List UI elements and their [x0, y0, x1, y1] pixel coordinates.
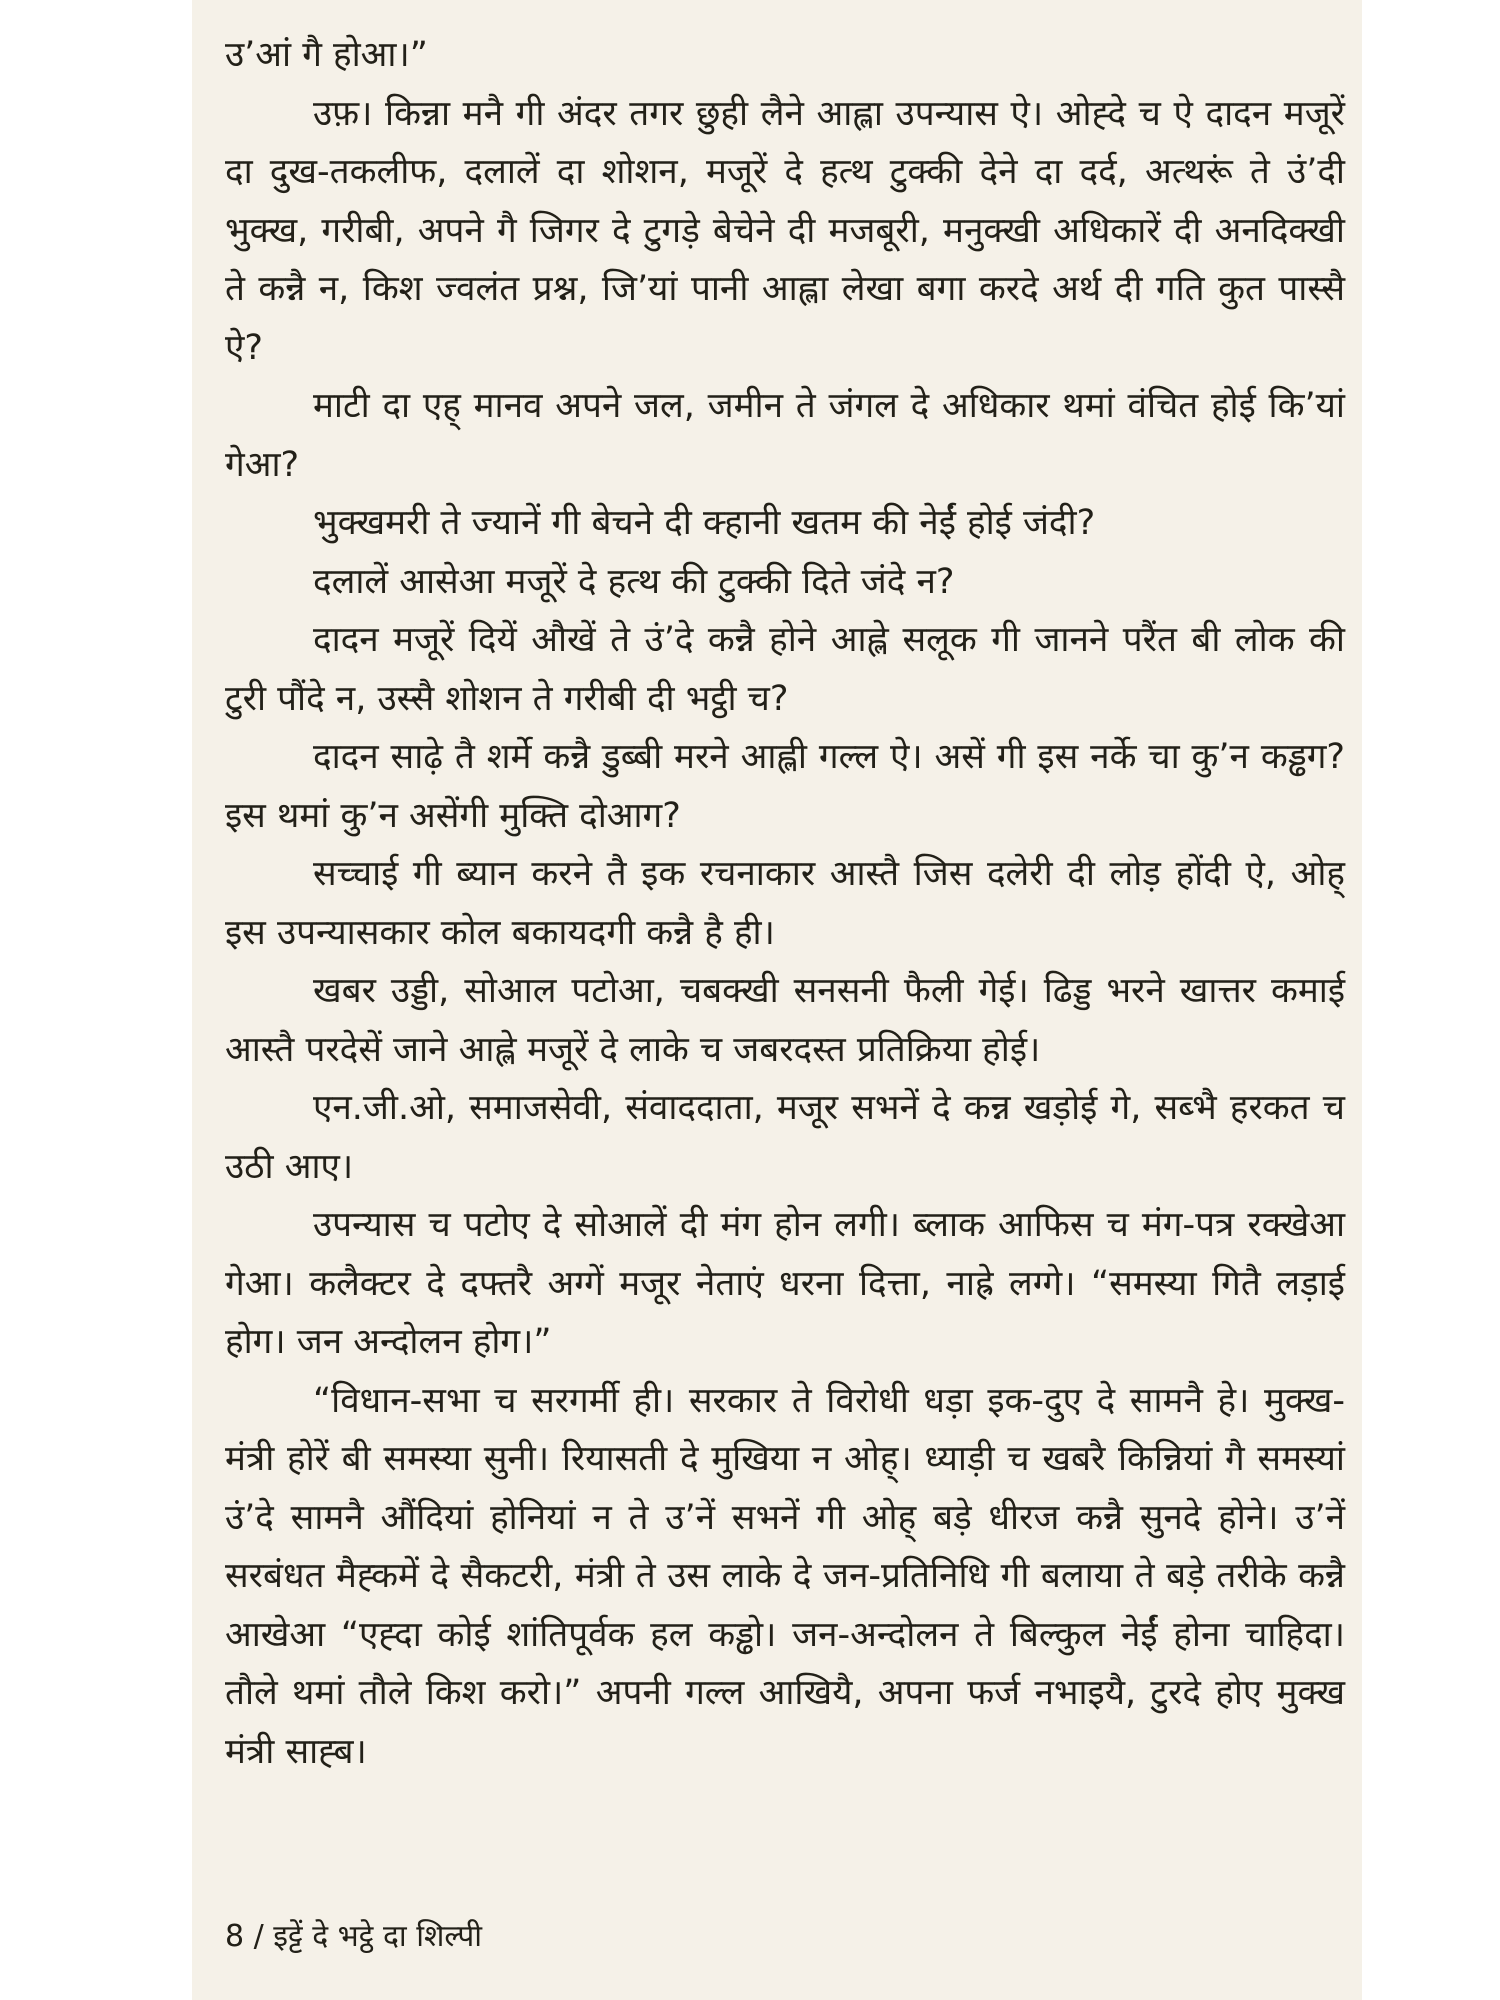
paragraph: दादन साढ़े तै शर्मे कन्नै डुब्बी मरने आह्ली गल्ल ऐ। असें गी इस नर्के चा कु’न कड्ढग? इस थमां कु’न असेंगी मुक्ति दोआग?	[225, 737, 1345, 836]
paragraph: दादन मजूरें दियें औखें ते उं’दे कन्नै होने आह्ले सलूक गी जानने परैंत बी लोक की टुरी पौंदे न, उस्सै शोशन ते गरीबी दी भट्ठी च?	[225, 620, 1345, 719]
paragraph: खबर उड्डी, सोआल पटोआ, चबक्खी सनसनी फैली गेई। ढिड्ड भरने खात्तर कमाई आस्तै परदेसें जाने आह्ले मजूरें दे लाके च जबरदस्त प्रतिक्रिया होई।	[225, 971, 1345, 1070]
paragraph: दलालें आसेआ मजूरें दे हत्थ की टुक्की दिते जंदे न?	[313, 561, 955, 602]
paragraph: भुक्खमरी ते ज्यानें गी बेचने दी क्हानी खतम की नेईं होई जंदी?	[313, 503, 1096, 543]
body-text	[225, 26, 1345, 1781]
paragraph: उफ़। किन्ना मनै गी अंदर तगर छुही लैने आह्ला उपन्यास ऐ। ओह्दे च ऐ दादन मजूरें दा दुख-तकलीफ, दलालें दा शोशन, मजूरें दे हत्थ टुक्की देने दा दर्द, अत्थरूं ते उं’दी भुक्ख, गरीबी, अपने गै जिगर दे टुगड़े बेचेने दी मजबूरी, मनुक्खी अधिकारें दी अनदिक्खी ते कन्नै न, किश ज्वलंत प्रश्न, जि’यां पानी आह्ला लेखा बगा करदे अर्थ दी गति कुत पास्सै ऐ?	[225, 93, 1345, 368]
paragraph: “विधान-सभा च सरगर्मी ही। सरकार ते विरोधी धड़ा इक-दुए दे सामनै हे। मुक्ख-मंत्री होरें बी समस्या सुनी। रियासती दे मुखिया न ओह्। ध्याड़ी च खबरै किन्नियां गै समस्यां उं’दे सामनै औंदियां होनियां न ते उ’नें सभनें गी ओह् बड़े धीरज कन्नै सुनदे होने। उ’नें सरबंधत मैह्कमें दे सैकटरी, मंत्री ते उस लाके दे जन-प्रतिनिधि गी बलाया ते बड़े तरीके कन्नै आखेआ “एह्दा कोई शांतिपूर्वक हल कड्ढो। जन-अन्दोलन ते बिल्कुल नेईं होना चाहिदा। तौले थमां तौले किश करो।” अपनी गल्ल आखियै, अपना फर्ज नभाइयै, टुरदे होए मुक्ख मंत्री साह्ब।	[225, 1380, 1345, 1772]
paragraph-continuation: उ’आं गै होआ।”	[225, 35, 428, 75]
paragraph: उपन्यास च पटोए दे सोआलें दी मंग होन लगी। ब्लाक आफिस च मंग-पत्र रक्खेआ गेआ। कलैक्टर दे दफ्तरै अग्गें मजूर नेताएं धरना दित्ता, नाह्रे लग्गे। “समस्या गितै लड़ाई होग। जन अन्दोलन होग।”	[225, 1205, 1345, 1362]
paragraph: माटी दा एह् मानव अपने जल, जमीन ते जंगल दे अधिकार थमां वंचित होई कि’यां गेआ?	[225, 386, 1345, 485]
page-footer: 8 / इट्टें दे भट्ठे दा शिल्पी	[225, 1919, 483, 1954]
paragraph: एन.जी.ओ, समाजसेवी, संवाददाता, मजूर सभनें दे कन्न खड़ोई गे, सब्भै हरकत च उठी आए।	[225, 1088, 1345, 1187]
paragraph: सच्चाई गी ब्यान करने तै इक रचनाकार आस्तै जिस दलेरी दी लोड़ होंदी ऐ, ओह् इस उपन्यासकार कोल बकायदगी कन्नै है ही।	[225, 854, 1345, 953]
